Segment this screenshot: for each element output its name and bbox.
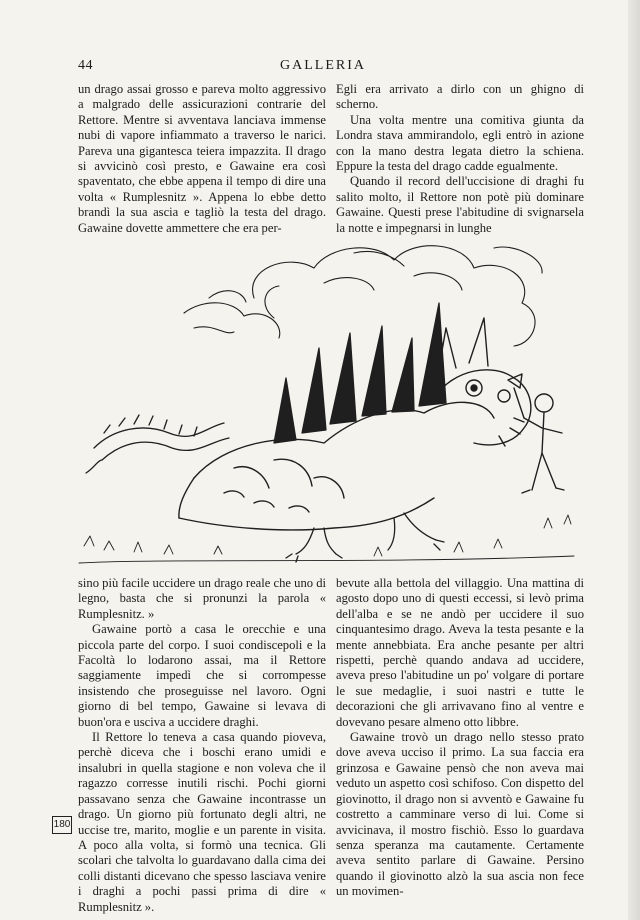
column-bottom-left — [78, 576, 326, 915]
archive-stamp: 180 — [52, 816, 72, 834]
paragraph: Gawaine trovò un drago nello stesso prato dove aveva ucciso il primo. La sua faccia era grinzosa e Gawaine pensò che non aveva mai veduto un aspetto così schifoso. Con dispetto del giovinotto, il drago non si avventò e Gawaine fu costretto a camminare verso di lui. Come si avvicinava, il mostro fischiò. Esso lo guardava senza speranza ma cautamente. Certamente aveva sentito parlare di Gawaine. Persino quando il giovinotto alzò la sua ascia non fece un movimen- — [336, 730, 584, 899]
page-edge — [628, 0, 640, 920]
column-top-left — [78, 82, 326, 236]
dragon-knight-drawing — [74, 228, 580, 568]
dragon-spines — [274, 303, 446, 443]
dragon-head — [434, 318, 531, 446]
paragraph: bevute alla bettola del villaggio. Una mattina di agosto dopo uno di questi eccessi, si levò prima dell'alba e se ne andò per uccidere il suo cinquantesimo drago. Aveva la testa pesante e la mente annebbiata. Era anche pesante per altri rispetti, perchè quando andava ad uccidere, aveva preso l'abitudine un po' volgare di portare le sue medaglie, i suoi nastri e tutte le decorazioni che gli arrivavano fino al ventre e dovevano pesare almeno otto libbre. — [336, 576, 584, 729]
paragraph: Il Rettore lo teneva a casa quando pioveva, perchè diceva che i boschi erano umidi e insalubri in quella stagione e non voleva che il ragazzo corresse inutili rischi. Pochi giorni passavano senza che Gawaine incontrasse un drago. Un giorno più fortunato degli altri, ne uccise tre, marito, moglie e un parente in visita. A poco alla volta, si formò una tecnica. Gli scolari che talvolta lo guardavano dalla cima dei colli distanti dicevano che spesso lasciava venire i draghi a pochi passi prima di dire « Rumplesnitz ». — [78, 730, 326, 914]
paragraph: Egli era arrivato a dirlo con un ghigno di scherno. — [336, 82, 584, 112]
paragraph: Una volta mentre una comitiva giunta da Londra stava ammirandolo, egli entrò in azione con la mano destra legata dietro la schiena. Eppure la testa del drago cadde egualmente. — [336, 112, 584, 174]
running-head — [78, 58, 568, 76]
paragraph: Quando il record dell'uccisione di draghi fu salito molto, il Rettore non potè più dominare Gawaine. Questi prese l'abitudine di svignarsela la notte e impegnarsi in lunghe — [336, 174, 584, 235]
journal-title: GALLERIA — [280, 58, 366, 73]
column-bottom-right — [336, 576, 584, 900]
knight-figure — [508, 374, 564, 493]
dragon-legs — [286, 513, 444, 562]
paragraph: sino più facile uccidere un drago reale che uno di legno, basta che si pronunzi la parola « Rumplesnitz. » — [78, 576, 326, 621]
steam-cloud — [184, 246, 542, 346]
column-top-right — [336, 82, 584, 236]
paragraph: Gawaine portò a casa le orecchie e una piccola parte del corpo. I suoi condiscepoli e la Facoltà lo lodarono assai, ma il Rettore saggiamente impedì che si corrompesse insistendo che proseguisse nel lavoro. Ogni giorno di bel tempo, Gawaine si levava di buon'ora e usciva a uccidere draghi. — [78, 622, 326, 729]
paragraph: un drago assai grosso e pareva molto aggressivo a malgrado delle assicurazioni contrarie del Rettore. Mentre si avventava lanciava immense nubi di vapore infiammato a traverso le narici. Pareva una gigantesca teiera impazzita. Il drago si avvicinò così presto, e Gawaine era così spaventato, che ebbe appena il tempo di dire una volta « Rumplesnitz ». Appena lo ebbe detto brandì la sua ascia e tagliò la testa del drago. Gawaine dovette ammettere che era per- — [78, 82, 326, 235]
dragon-illustration — [74, 228, 580, 568]
page-number: 44 — [78, 58, 93, 73]
